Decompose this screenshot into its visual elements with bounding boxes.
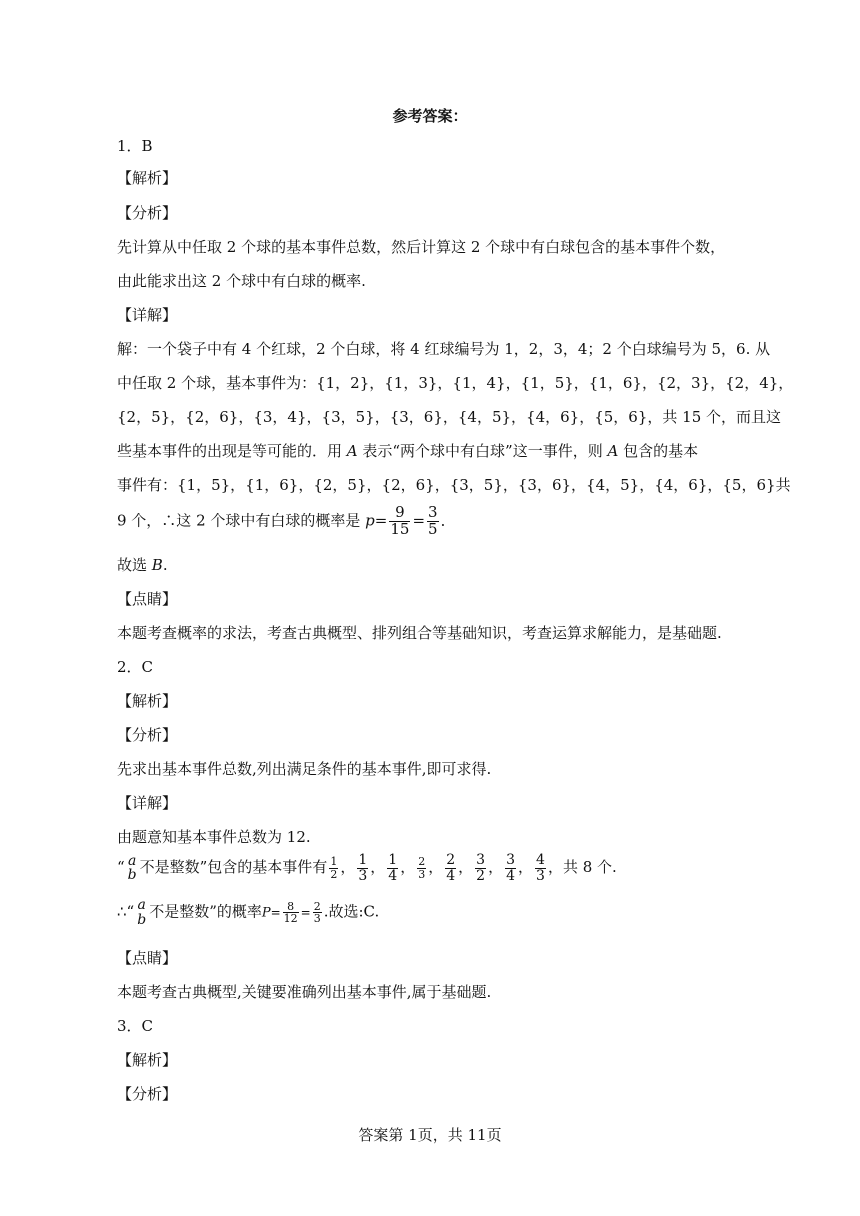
q3-answer-number: 3．C [117,1017,154,1035]
fraction-separator: ， [518,858,534,877]
fraction-denominator: 3 [358,867,368,884]
page-footer: 答案第 1页，共 11页 [358,1126,502,1144]
fraction-separator: ， [488,858,504,877]
q2-analysis: 先求出基本事件总数,列出满足条件的基本事件,即可求得. [117,760,492,778]
fraction-numerator: 2 [446,852,456,868]
q1-choose-var: B [151,556,163,574]
q1-detail-line-2: 中任取 2 个球，基本事件为：{1，2}，{1，3}，{1，4}，{1，5}，{1，6}，{2，3}，{2，4}， [117,374,794,392]
q1-detail-line-5: 事件有：{1，5}，{1，6}，{2，5}，{2，6}，{3，5}，{3，6}，{4，5}，{4，6}，{5，6}共 [117,476,791,494]
fraction-numerator: 1 [388,852,398,868]
q1-fraction-9-15: $\frac{9}{15}$ [390,503,410,538]
q1-summary: 本题考查概率的求法，考查古典概型、排列组合等基础知识，考查运算求解能力，是基础题. [117,624,722,642]
fraction-numerator: 3 [506,852,516,868]
q2-P-var: P [261,905,271,921]
q2-dianjing-heading: 【点睛】 [117,949,178,967]
q1-detail-6-text: 9 个，∴这 2 个球中有白球的概率是 [117,511,366,530]
q2-detail-line-1: 由题意知基本事件总数为 12. [117,828,311,846]
q1-analysis-line-1: 先计算从中任取 2 个球的基本事件总数，然后计算这 2 个球中有白球包含的基本事件个数， [117,238,726,256]
q1-detail-line-1: 解：一个袋子中有 4 个红球，2 个白球，将 4 红球编号为 1，2，3，4；2 个白球编号为 5，6. 从 [117,340,771,358]
q2-detail-line-3: ∴“ a b 不是整数”的概率P= $\frac{8}{12}$ = $\frac{2}{3}$ .故选:C. [117,897,380,928]
fraction-denominator: 4 [506,867,516,884]
q1-eq-2: = [412,511,426,530]
fraction-numerator: 2 [418,855,426,869]
fraction [535,853,546,883]
fraction-denominator: 2 [330,867,338,881]
fraction-numerator: 3 [476,852,486,868]
q1-detail-6-end: ． [440,511,456,530]
fraction-numerator: 4 [536,852,545,868]
q2-detail-line-2: “ a b 不是整数”包含的基本事件有 $\frac{1}{2}$ ， $\frac{1}{3}$ ， $\frac{1}{4}$ ， $\frac{2}{3}$ ， $\frac{2}{4}$ ， $\frac{3}{2}$ ， $\frac{3}{4}$ ， $\frac{4}{3}$ ，共 8 个. [117,852,617,884]
fraction-denominator: 3 [536,867,545,884]
q2-jiexi-heading: 【解析】 [117,692,178,710]
q1-detail-4-text-b: 表示“两个球中有白球”这一事件，则 [357,442,608,460]
q3-fenxi-heading: 【分析】 [117,1085,178,1103]
fraction-denominator: 4 [446,867,456,884]
fraction-denominator: 2 [476,867,486,884]
q2-fraction-list [327,852,548,884]
q1-fraction-3-5: $\frac{3}{5}$ [428,503,438,538]
q1-p-var: p [365,511,375,530]
q1-fenxi-heading: 【分析】 [117,204,178,222]
q2-a-over-b: a b [127,852,137,884]
q1-detail-line-6 [117,505,456,538]
page-title: 参考答案： [392,107,468,125]
fraction [387,853,398,883]
fraction-separator: ， [370,858,386,877]
fraction-denominator: 3 [418,867,426,881]
q1-event-a-var-2: A [607,442,619,460]
q1-jiexi-heading: 【解析】 [117,169,178,187]
q1-dianjing-heading: 【点睛】 [117,590,178,608]
q1-xiangjie-heading: 【详解】 [117,306,178,324]
q2-fenxi-heading: 【分析】 [117,726,178,744]
q1-detail-line-4 [117,441,698,461]
q1-detail-line-3: {2，5}，{2，6}，{3，4}，{3，5}，{3，6}，{4，5}，{4，6}，{5，6}，共 15 个，而且这 [117,408,782,426]
q1-event-a-var: A [346,442,358,460]
fraction [357,853,368,883]
q2-xiangjie-heading: 【详解】 [117,794,178,812]
q1-analysis-line-2: 由此能求出这 2 个球中有白球的概率. [117,272,366,290]
fraction [417,856,426,880]
q2-fraction-2-3: $\frac{2}{3}$ [313,899,321,926]
q2-fraction-8-12: $\frac{8}{12}$ [283,899,298,926]
fraction-numerator: 1 [330,855,338,869]
fraction-denominator: 4 [388,867,398,884]
q2-summary: 本题考查古典概型,关键要准确列出基本事件,属于基础题. [117,983,492,1001]
fraction [475,853,486,883]
q1-eq-1: = [374,511,388,530]
q2-answer-number: 2．C [117,658,154,676]
fraction-separator: ， [340,858,356,877]
fraction [505,853,516,883]
q1-answer-number: 1．B [117,137,153,155]
q3-jiexi-heading: 【解析】 [117,1051,178,1069]
q1-detail-4-text-c: 包含的基本 [618,442,699,460]
fraction-separator: ， [400,858,416,877]
fraction-numerator: 1 [358,852,368,868]
fraction [445,853,456,883]
q1-choose-line: 故选 B. [117,556,168,574]
fraction-separator: ， [428,858,444,877]
q2-a-over-b-2: a b [137,897,147,928]
q1-detail-4-text-a: 些基本事件的出现是等可能的．用 [117,442,347,460]
fraction [329,856,338,880]
fraction-separator: ， [458,858,474,877]
